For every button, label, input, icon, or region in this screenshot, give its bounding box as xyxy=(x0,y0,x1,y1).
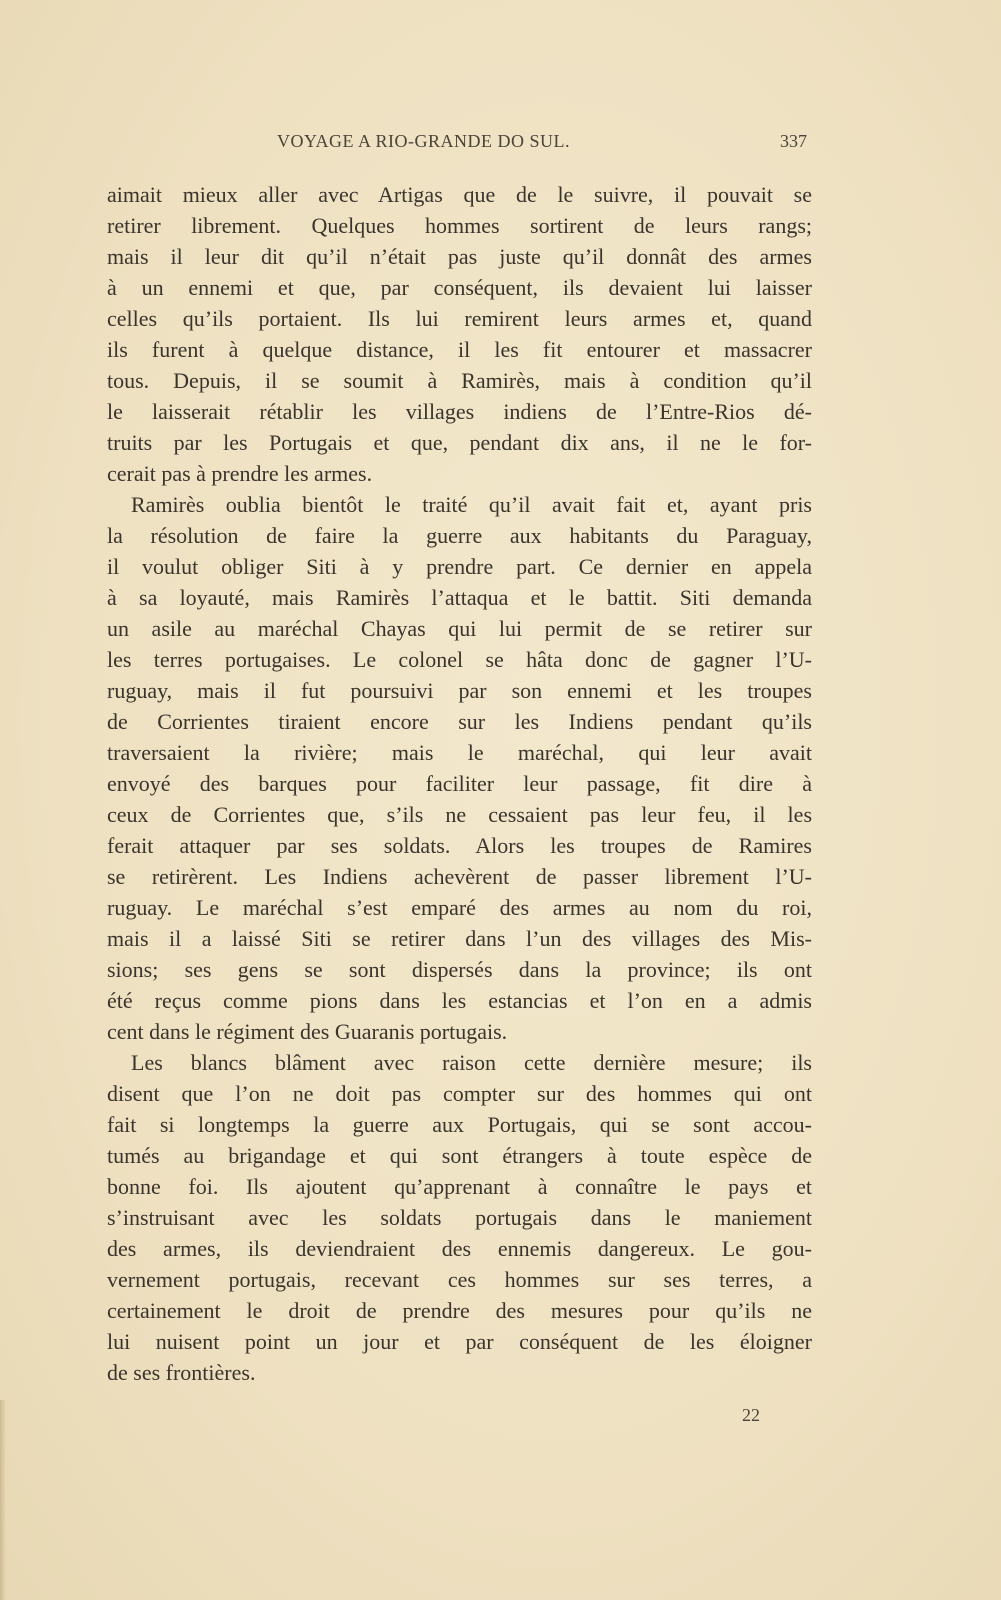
text-line: vernement portugais, recevant ces hommes sur ses terres, a xyxy=(107,1267,812,1292)
text-line: cerait pas à prendre les armes. xyxy=(107,461,373,486)
text-line: mais il leur dit qu’il n’était pas juste qu’il donnât des armes xyxy=(107,244,812,269)
text-line: la résolution de faire la guerre aux habitants du Paraguay, xyxy=(107,523,812,548)
text-line: ruguay. Le maréchal s’est emparé des armes au nom du roi, xyxy=(107,895,812,920)
text-line: s’instruisant avec les soldats portugais dans le maniement xyxy=(107,1205,812,1230)
text-line: disent que l’on ne doit pas compter sur des hommes qui ont xyxy=(107,1081,812,1106)
signature-mark: 22 xyxy=(742,1405,760,1425)
text-line: celles qu’ils portaient. Ils lui remirent leurs armes et, quand xyxy=(107,306,812,331)
text-line: bonne foi. Ils ajoutent qu’apprenant à connaître le pays et xyxy=(107,1174,812,1199)
paragraph xyxy=(107,179,812,489)
body-text xyxy=(107,179,812,1388)
text-line: cent dans le régiment des Guaranis portugais. xyxy=(107,1019,508,1044)
text-line: à un ennemi et que, par conséquent, ils devaient lui laisser xyxy=(107,275,812,300)
text-line: de Corrientes tiraient encore sur les Indiens pendant qu’ils xyxy=(107,709,812,734)
page-header xyxy=(107,131,807,157)
text-line: un asile au maréchal Chayas qui lui permit de se retirer sur xyxy=(107,616,812,641)
text-line: tous. Depuis, il se soumit à Ramirès, mais à condition qu’il xyxy=(107,368,812,393)
text-line: ruguay, mais il fut poursuivi par son ennemi et les troupes xyxy=(107,678,812,703)
running-head: VOYAGE A RIO-GRANDE DO SUL. xyxy=(277,131,571,151)
text-line: se retirèrent. Les Indiens achevèrent de passer librement l’U- xyxy=(107,864,812,889)
text-line: les terres portugaises. Le colonel se hâta donc de gagner l’U- xyxy=(107,647,812,672)
text-line: tumés au brigandage et qui sont étrangers à toute espèce de xyxy=(107,1143,812,1168)
text-line: envoyé des barques pour faciliter leur passage, fit dire à xyxy=(107,771,812,796)
text-line: fait si longtemps la guerre aux Portugais, qui se sont accou- xyxy=(107,1112,812,1137)
text-line: retirer librement. Quelques hommes sortirent de leurs rangs; xyxy=(107,213,812,238)
text-line: mais il a laissé Siti se retirer dans l’un des villages des Mis- xyxy=(107,926,812,951)
text-line: de ses frontières. xyxy=(107,1360,256,1385)
text-line: ferait attaquer par ses soldats. Alors les troupes de Ramires xyxy=(107,833,812,858)
text-line: truits par les Portugais et que, pendant dix ans, il ne le for- xyxy=(107,430,812,455)
text-line: Les blancs blâment avec raison cette dernière mesure; ils xyxy=(131,1050,812,1075)
text-line: des armes, ils deviendraient des ennemis dangereux. Le gou- xyxy=(107,1236,812,1261)
text-line: traversaient la rivière; mais le maréchal, qui leur avait xyxy=(107,740,812,765)
paragraph xyxy=(107,489,812,1047)
text-line: lui nuisent point un jour et par conséquent de les éloigner xyxy=(107,1329,812,1354)
text-line: aimait mieux aller avec Artigas que de le suivre, il pouvait se xyxy=(107,182,812,207)
text-line: été reçus comme pions dans les estancias et l’on en a admis xyxy=(107,988,812,1013)
text-line: ils furent à quelque distance, il les fit entourer et massacrer xyxy=(107,337,812,362)
page-edge-shadow xyxy=(0,1400,6,1600)
text-line: certainement le droit de prendre des mesures pour qu’ils ne xyxy=(107,1298,812,1323)
text-line: le laisserait rétablir les villages indiens de l’Entre-Rios dé- xyxy=(107,399,812,424)
text-line: il voulut obliger Siti à y prendre part. Ce dernier en appela xyxy=(107,554,812,579)
text-line: Ramirès oublia bientôt le traité qu’il avait fait et, ayant pris xyxy=(131,492,812,517)
paragraph xyxy=(107,1047,812,1388)
page-number: 337 xyxy=(780,131,807,151)
text-line: ceux de Corrientes que, s’ils ne cessaient pas leur feu, il les xyxy=(107,802,812,827)
text-line: sions; ses gens se sont dispersés dans la province; ils ont xyxy=(107,957,812,982)
text-line: à sa loyauté, mais Ramirès l’attaqua et le battit. Siti demanda xyxy=(107,585,812,610)
